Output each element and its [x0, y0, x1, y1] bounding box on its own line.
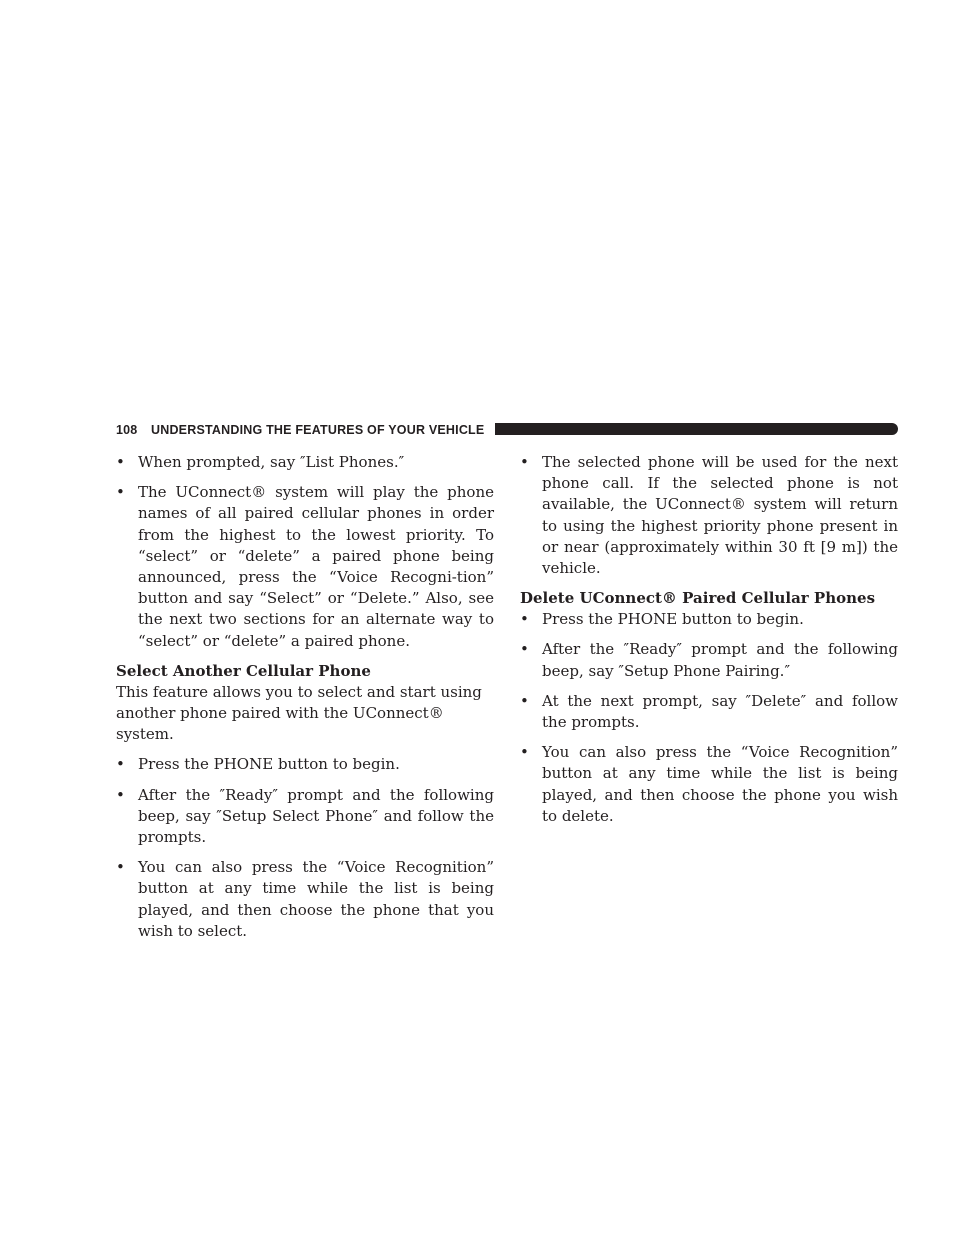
- bullet-text: At the next prompt, say ″Delete″ and follow the prompts.: [542, 691, 898, 732]
- section-heading-select: Select Another Cellular Phone: [116, 661, 371, 680]
- bullet-item: [520, 452, 898, 579]
- bullet-item: [116, 754, 494, 775]
- bullet-item: [116, 857, 494, 942]
- page-number: 108: [116, 423, 138, 437]
- bullet-icon: •: [520, 691, 529, 710]
- bullet-item: [116, 452, 494, 473]
- bullet-icon: •: [520, 743, 529, 762]
- right-column: [520, 452, 898, 836]
- bullet-icon: •: [116, 858, 125, 877]
- bullet-item: [520, 609, 898, 630]
- bullet-text: After the ″Ready″ prompt and the following beep, say ″Setup Select Phone″ and follow the prompts.: [138, 785, 494, 847]
- bullet-item: [520, 639, 898, 681]
- bullet-item: [116, 482, 494, 652]
- bullet-icon: •: [116, 483, 125, 502]
- bullet-item: [116, 785, 494, 849]
- bullet-text: Press the PHONE button to begin.: [138, 755, 400, 774]
- section-intro: This feature allows you to select and start using another phone paired with the UConnect® system.: [116, 682, 482, 744]
- left-column: [116, 452, 494, 951]
- bullet-text: Press the PHONE button to begin.: [542, 610, 804, 629]
- page-header: [116, 420, 898, 440]
- bullet-text: When prompted, say ″List Phones.″: [138, 453, 405, 471]
- header-title: UNDERSTANDING THE FEATURES OF YOUR VEHICLE: [151, 423, 485, 437]
- bullet-item: [520, 691, 898, 733]
- bullet-icon: •: [520, 640, 529, 659]
- bullet-icon: •: [520, 453, 529, 471]
- bullet-text: After the ″Ready″ prompt and the following beep, say ″Setup Phone Pairing.″: [542, 640, 898, 680]
- bullet-icon: •: [520, 610, 529, 629]
- bullet-text: The UConnect® system will play the phone names of all paired cellular phones in order from the highest to the lowest priority. To “select” or “delete” a paired phone being announced, press the “Voice Recogni-tion” button and say “Select” or “Delete.” Also, see the next two sections for an alternate way to “select” or “delete” a paired phone.: [138, 483, 494, 650]
- header-bar: [495, 423, 898, 435]
- bullet-text: You can also press the “Voice Recognition” button at any time while the list is being played, and then choose the phone that you wish to select.: [138, 858, 494, 940]
- bullet-icon: •: [116, 785, 125, 804]
- bullet-text: You can also press the “Voice Recognition” button at any time while the list is being played, and then choose the phone you wish to delete.: [542, 743, 898, 825]
- bullet-icon: •: [116, 453, 125, 471]
- bullet-icon: •: [116, 755, 125, 774]
- bullet-text: The selected phone will be used for the next phone call. If the selected phone is not available, the UConnect® system will return to using the highest priority phone present in or near (approximately within 30 ft [9 m]) the vehicle.: [542, 453, 898, 578]
- bullet-item: [520, 742, 898, 827]
- section-heading-delete: Delete UConnect® Paired Cellular Phones: [520, 589, 876, 608]
